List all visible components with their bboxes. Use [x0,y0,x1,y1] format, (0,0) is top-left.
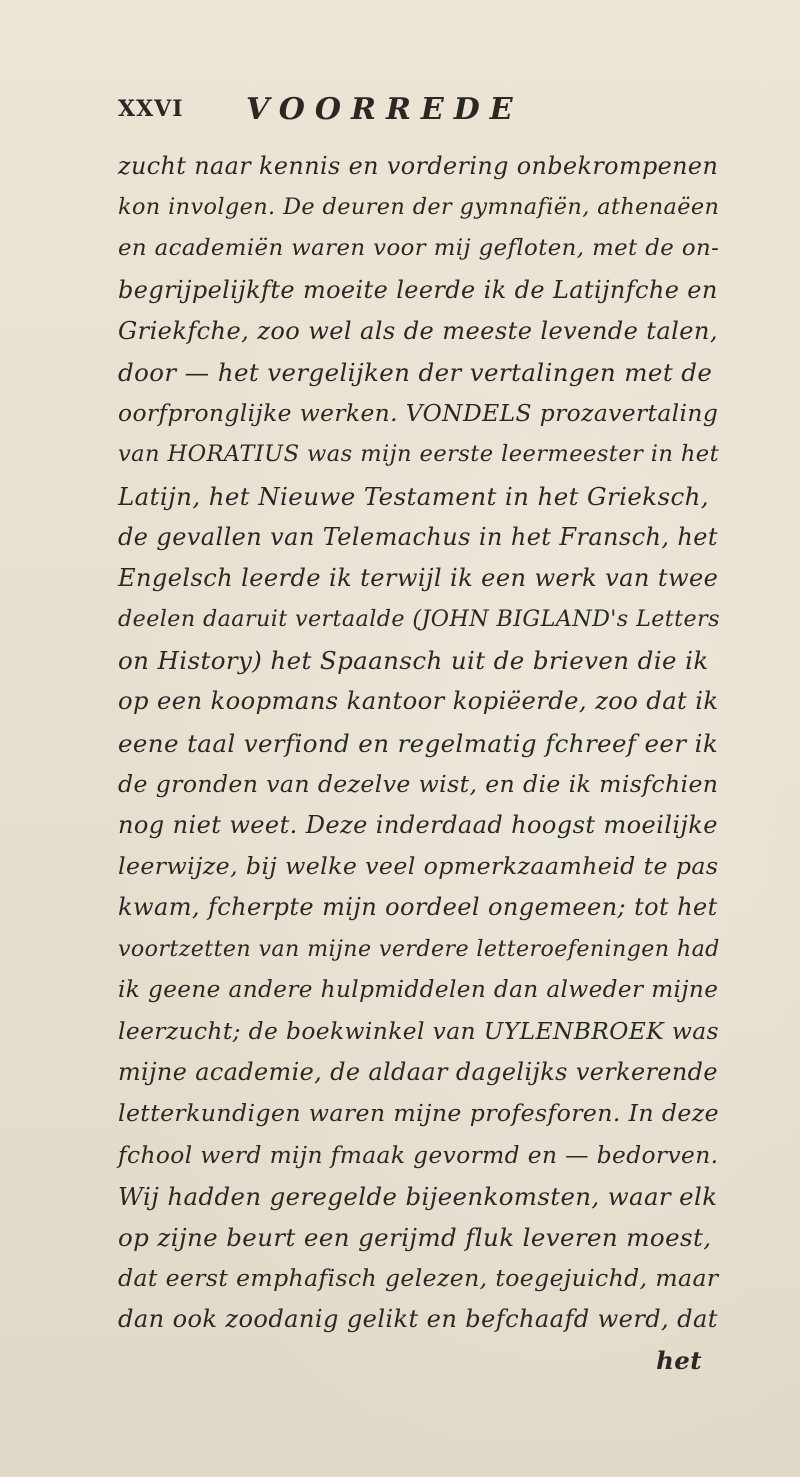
text-line: dat eerst emphafisch gelezen, toegejuichd, maar [118,1264,719,1293]
catchword: het [656,1346,702,1376]
text-line: zucht naar kennis en vordering onbekrompenen [118,152,719,180]
text-line: Latijn, het Nieuwe Testament in het Grieksch, [118,481,709,511]
text-line: de gronden van dezelve wist, en die ik misfchien [118,769,719,798]
text-line: kwam, fcherpte mijn oordeel ongemeen; tot het [118,893,718,922]
text-line: nog niet weet. Deze inderdaad hoogst moeilijke [118,811,718,839]
text-line: begrijpelijkfte moeite leerde ik de Latijnfche en [118,275,718,304]
text-line: en academiën waren voor mij gefloten, met de on- [118,235,720,262]
text-line: letterkundigen waren mijne profesforen. In deze [118,1099,719,1128]
text-line: van HORATIUS was mijn eerste leermeester in het [118,441,720,468]
text-line: on History) het Spaansch uit de brieven die ik [118,646,709,676]
text-line: dan ook zoodanig gelikt en befchaafd werd, dat [118,1305,718,1334]
text-line: Wij hadden geregelde bijeenkomsten, waar elk [118,1181,718,1211]
text-line: ik geene andere hulpmiddelen dan alweder mijne [118,976,719,1003]
text-line: mijne academie, de aldaar dagelijks verkerende [118,1058,718,1087]
body-text [118,146,718,1382]
page-header [118,92,638,132]
text-line: Griekfche, zoo wel als de meeste levende talen, [118,316,718,345]
text-line: oorfpronglijke werken. VONDELS prozavertaling [118,399,719,428]
text-line: fchool werd mijn fmaak gevormd en — bedorven. [118,1141,719,1169]
text-line: eene taal verfiond en regelmatig fchreef eer ik [118,728,719,758]
text-line: Engelsch leerde ik terwijl ik een werk van twee [118,563,719,592]
text-line: deelen daaruit vertaalde (JOHN BIGLAND's Letters [118,606,720,633]
text-line: leerwijze, bij welke veel opmerkzaamheid te pas [118,852,719,881]
page-number: XXVI [118,96,184,122]
text-line: kon involgen. De deuren der gymnafiën, athenaëen [118,194,720,221]
running-title: VOORREDE [246,92,523,127]
text-line: voortzetten van mijne verdere letteroefeningen had [118,935,720,962]
text-line: op zijne beurt een gerijmd fluk leveren moest, [118,1222,712,1252]
text-line: de gevallen van Telemachus in het Fransch, het [118,522,718,551]
text-line: leerzucht; de boekwinkel van UYLENBROEK was [118,1016,719,1045]
text-line: door — het vergelijken der vertalingen met de [118,357,713,387]
text-line: op een koopmans kantoor kopiëerde, zoo dat ik [118,687,719,716]
